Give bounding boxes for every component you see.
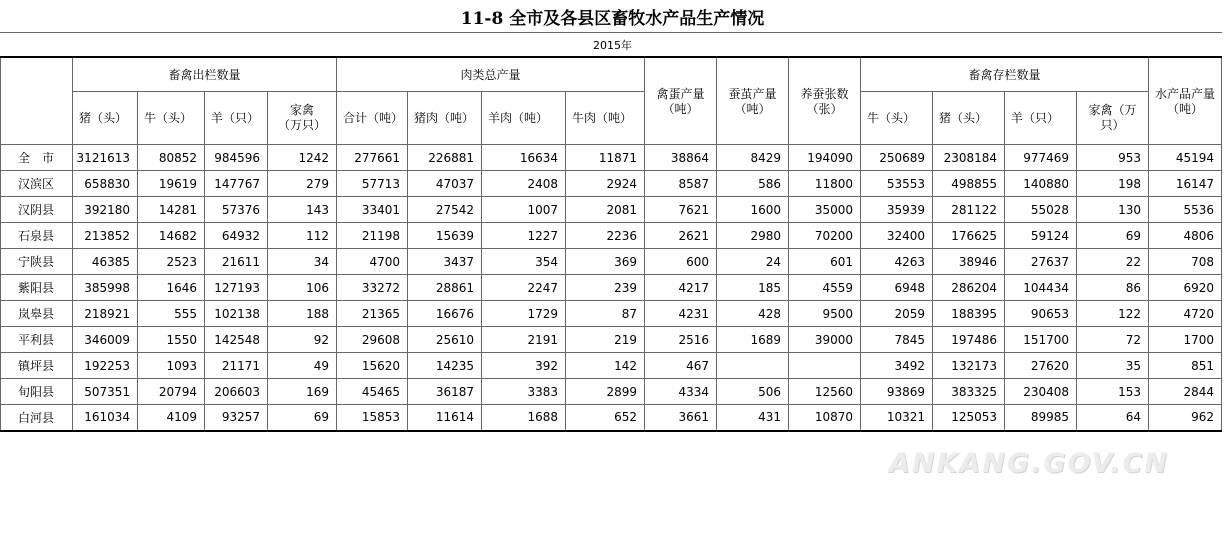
table-cell: 197486 [933,327,1005,353]
header-stock-poultry: 家禽（万 只） [1077,92,1149,145]
title-divider [0,32,1222,33]
row-region-name: 汉滨区 [1,171,73,197]
table-cell: 498855 [933,171,1005,197]
header-out-pig: 猪（头） [73,92,138,145]
table-cell: 226881 [408,145,482,171]
site-watermark: ANKANG.GOV.CN [889,448,1169,479]
table-cell: 104434 [1005,275,1077,301]
table-cell: 64932 [205,223,268,249]
table-cell: 4263 [861,249,933,275]
table-cell: 32400 [861,223,933,249]
table-row [1,405,1222,431]
table-row [1,301,1222,327]
table-cell: 143 [268,197,337,223]
table-cell: 21365 [337,301,408,327]
row-region-name: 旬阳县 [1,379,73,405]
table-cell: 354 [482,249,566,275]
table-cell: 69 [268,405,337,431]
table-cell: 1242 [268,145,337,171]
table-cell: 3383 [482,379,566,405]
table-cell: 2516 [645,327,717,353]
table-cell: 36187 [408,379,482,405]
row-region-name: 平利县 [1,327,73,353]
table-cell: 346009 [73,327,138,353]
table-cell: 16676 [408,301,482,327]
table-cell: 92 [268,327,337,353]
page-title: 11-8 全市及各县区畜牧水产品生产情况 [460,9,765,29]
table-cell: 24 [717,249,789,275]
year-label: 2015年 [593,39,632,52]
header-aquatic: 水产品产量 （吨） [1149,57,1222,145]
table-cell: 286204 [933,275,1005,301]
table-cell: 383325 [933,379,1005,405]
table-cell: 125053 [933,405,1005,431]
row-region-name: 汉阴县 [1,197,73,223]
table-cell: 27637 [1005,249,1077,275]
table-cell: 5536 [1149,197,1222,223]
table-cell: 984596 [205,145,268,171]
row-region-name: 岚皋县 [1,301,73,327]
table-cell: 19619 [138,171,205,197]
table-cell: 3437 [408,249,482,275]
table-cell: 213852 [73,223,138,249]
header-egg: 禽蛋产量 （吨） [645,57,717,145]
table-cell: 250689 [861,145,933,171]
header-livestock-stock: 畜禽存栏数量 [861,57,1149,92]
table-cell: 93257 [205,405,268,431]
table-cell: 122 [1077,301,1149,327]
table-cell: 112 [268,223,337,249]
table-cell: 2081 [566,197,645,223]
header-stock-sheep: 羊（只） [1005,92,1077,145]
table-cell: 1600 [717,197,789,223]
corner-header [1,57,73,145]
table-row [1,353,1222,379]
table-cell: 2408 [482,171,566,197]
table-row [1,171,1222,197]
header-meat-pork: 猪肉（吨） [408,92,482,145]
table-row [1,223,1222,249]
table-cell: 385998 [73,275,138,301]
table-row [1,275,1222,301]
table-row [1,249,1222,275]
table-cell: 2247 [482,275,566,301]
table-cell: 11614 [408,405,482,431]
table-cell: 2308184 [933,145,1005,171]
table-cell: 147767 [205,171,268,197]
table-cell: 45465 [337,379,408,405]
table-cell: 38864 [645,145,717,171]
table-cell: 1729 [482,301,566,327]
table-cell: 161034 [73,405,138,431]
table-cell: 15620 [337,353,408,379]
table-cell: 21198 [337,223,408,249]
table-cell: 28861 [408,275,482,301]
table-cell: 428 [717,301,789,327]
table-cell: 2191 [482,327,566,353]
table-cell: 4720 [1149,301,1222,327]
table-cell: 16634 [482,145,566,171]
table-cell: 2844 [1149,379,1222,405]
row-region-name: 宁陕县 [1,249,73,275]
table-cell: 3661 [645,405,717,431]
table-cell: 1646 [138,275,205,301]
table-cell: 392 [482,353,566,379]
table-cell: 2621 [645,223,717,249]
table-cell: 218921 [73,301,138,327]
table-cell: 33401 [337,197,408,223]
table-cell: 188395 [933,301,1005,327]
header-out-poultry: 家禽 （万只） [268,92,337,145]
header-silkworm: 养蚕张数 （张） [789,57,861,145]
table-cell: 35 [1077,353,1149,379]
table-row [1,145,1222,171]
table-cell: 47037 [408,171,482,197]
table-cell: 2899 [566,379,645,405]
table-cell: 192253 [73,353,138,379]
table-cell: 3492 [861,353,933,379]
table-cell: 55028 [1005,197,1077,223]
table-cell: 2980 [717,223,789,249]
header-meat-mutton: 羊肉（吨） [482,92,566,145]
table-cell: 4700 [337,249,408,275]
table-cell: 53553 [861,171,933,197]
table-cell: 14235 [408,353,482,379]
table-cell: 21171 [205,353,268,379]
table-cell: 16147 [1149,171,1222,197]
header-stock-cattle: 牛（头） [861,92,933,145]
table-cell: 12560 [789,379,861,405]
header-meat-sum: 合计（吨） [337,92,408,145]
table-cell: 176625 [933,223,1005,249]
table-cell: 708 [1149,249,1222,275]
table-cell: 15853 [337,405,408,431]
table-cell: 198 [1077,171,1149,197]
table-cell: 72 [1077,327,1149,353]
table-cell: 4334 [645,379,717,405]
header-cocoon: 蚕茧产量 （吨） [717,57,789,145]
table-cell: 93869 [861,379,933,405]
production-table [0,56,1222,432]
table-cell: 89985 [1005,405,1077,431]
table-cell: 2924 [566,171,645,197]
table-cell: 467 [645,353,717,379]
table-cell: 652 [566,405,645,431]
header-livestock-out: 畜禽出栏数量 [73,57,337,92]
table-cell: 601 [789,249,861,275]
row-region-name: 紫阳县 [1,275,73,301]
table-cell: 33272 [337,275,408,301]
row-region-name: 全 市 [1,145,73,171]
table-cell: 507351 [73,379,138,405]
table-cell: 169 [268,379,337,405]
table-cell: 130 [1077,197,1149,223]
table-cell: 1550 [138,327,205,353]
table-cell: 69 [1077,223,1149,249]
header-stock-pig: 猪（头） [933,92,1005,145]
table-cell: 64 [1077,405,1149,431]
table-cell: 142548 [205,327,268,353]
table-cell: 90653 [1005,301,1077,327]
table-cell: 369 [566,249,645,275]
table-cell: 239 [566,275,645,301]
table-cell: 586 [717,171,789,197]
table-cell: 431 [717,405,789,431]
table-cell: 142 [566,353,645,379]
table-cell: 977469 [1005,145,1077,171]
table-cell: 4109 [138,405,205,431]
table-cell: 29608 [337,327,408,353]
table-cell: 185 [717,275,789,301]
table-cell: 151700 [1005,327,1077,353]
table-cell: 3121613 [73,145,138,171]
table-cell: 25610 [408,327,482,353]
table-row [1,197,1222,223]
table-cell: 10321 [861,405,933,431]
header-out-cattle: 牛（头） [138,92,205,145]
table-cell: 70200 [789,223,861,249]
table-cell: 2059 [861,301,933,327]
table-cell: 230408 [1005,379,1077,405]
table-cell: 194090 [789,145,861,171]
table-cell: 1689 [717,327,789,353]
table-cell: 1093 [138,353,205,379]
table-cell: 6948 [861,275,933,301]
table-cell: 10870 [789,405,861,431]
table-cell: 1227 [482,223,566,249]
table-cell: 658830 [73,171,138,197]
row-region-name: 石泉县 [1,223,73,249]
table-cell: 392180 [73,197,138,223]
table-cell: 35000 [789,197,861,223]
table-cell: 80852 [138,145,205,171]
table-body [1,145,1222,431]
table-cell: 1700 [1149,327,1222,353]
table-cell: 38946 [933,249,1005,275]
table-cell: 39000 [789,327,861,353]
table-cell: 555 [138,301,205,327]
table-cell: 87 [566,301,645,327]
table-cell: 4231 [645,301,717,327]
table-cell: 506 [717,379,789,405]
table-cell: 20794 [138,379,205,405]
table-cell: 1688 [482,405,566,431]
table-cell: 15639 [408,223,482,249]
table-cell: 11871 [566,145,645,171]
table-cell: 132173 [933,353,1005,379]
table-cell: 188 [268,301,337,327]
table-cell: 279 [268,171,337,197]
table-cell: 34 [268,249,337,275]
table-cell: 7621 [645,197,717,223]
table-cell: 21611 [205,249,268,275]
table-cell: 962 [1149,405,1222,431]
row-region-name: 镇坪县 [1,353,73,379]
header-out-sheep: 羊（只） [205,92,268,145]
table-cell: 14682 [138,223,205,249]
table-row [1,327,1222,353]
table-cell: 7845 [861,327,933,353]
table-cell [789,353,861,379]
table-cell: 153 [1077,379,1149,405]
row-region-name: 白河县 [1,405,73,431]
table-cell: 140880 [1005,171,1077,197]
table-cell: 953 [1077,145,1149,171]
table-cell: 4559 [789,275,861,301]
table-cell: 281122 [933,197,1005,223]
table-cell: 2523 [138,249,205,275]
table-cell: 9500 [789,301,861,327]
table-cell: 206603 [205,379,268,405]
table-cell: 45194 [1149,145,1222,171]
table-cell: 2236 [566,223,645,249]
header-meat-beef: 牛肉（吨） [566,92,645,145]
table-cell: 14281 [138,197,205,223]
table-cell: 106 [268,275,337,301]
table-cell: 600 [645,249,717,275]
table-cell: 8429 [717,145,789,171]
table-cell: 4806 [1149,223,1222,249]
table-row [1,379,1222,405]
table-cell [717,353,789,379]
table-cell: 8587 [645,171,717,197]
table-cell: 86 [1077,275,1149,301]
header-meat-total: 肉类总产量 [337,57,645,92]
table-cell: 49 [268,353,337,379]
table-cell: 59124 [1005,223,1077,249]
table-cell: 1007 [482,197,566,223]
table-cell: 57713 [337,171,408,197]
table-cell: 27542 [408,197,482,223]
table-cell: 6920 [1149,275,1222,301]
table-cell: 127193 [205,275,268,301]
table-cell: 4217 [645,275,717,301]
table-cell: 11800 [789,171,861,197]
table-cell: 851 [1149,353,1222,379]
table-cell: 219 [566,327,645,353]
table-cell: 102138 [205,301,268,327]
table-cell: 277661 [337,145,408,171]
table-cell: 35939 [861,197,933,223]
table-cell: 57376 [205,197,268,223]
table-cell: 46385 [73,249,138,275]
table-cell: 27620 [1005,353,1077,379]
table-cell: 22 [1077,249,1149,275]
